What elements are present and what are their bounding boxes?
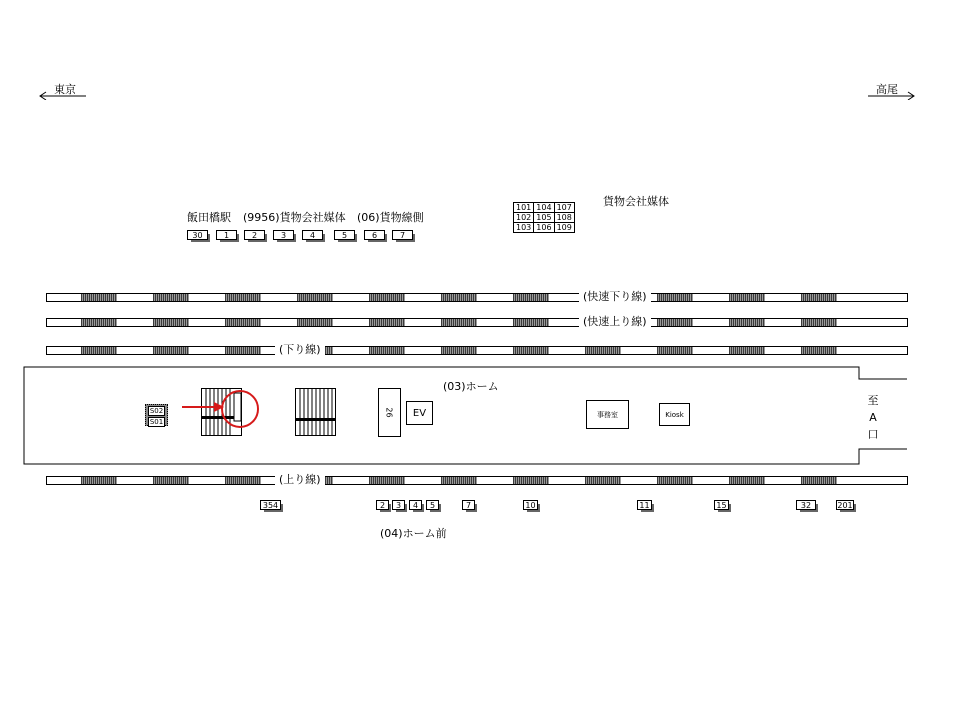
track-hatch-segment (513, 477, 549, 484)
station-office-label: 事務室 (597, 410, 618, 419)
freight-grid (513, 202, 575, 233)
bottom-media-box[interactable]: 2 (376, 500, 389, 510)
track-hatch-segment (225, 319, 261, 326)
track-hatch-segment (729, 477, 765, 484)
direction-left-label: 東京 (54, 83, 76, 96)
track-hatch-segment (153, 477, 189, 484)
track-hatch-segment (801, 477, 837, 484)
bottom-media-box[interactable]: 4 (409, 500, 422, 510)
track-hatch-segment (441, 477, 477, 484)
track-local-down (46, 346, 908, 355)
track-rapid-up-label: (快速上り線) (579, 316, 651, 327)
exit-sign (866, 392, 880, 443)
track-hatch-segment (81, 347, 117, 354)
track-hatch-segment (585, 477, 621, 484)
freight-cell[interactable]: 101 (514, 203, 534, 213)
platform-name: (03)ホーム (443, 380, 499, 393)
media-box-4[interactable]: 4 (302, 230, 323, 240)
elevator[interactable] (406, 401, 433, 425)
stair-sign-s01: S01 (149, 418, 164, 426)
bottom-media-box[interactable]: 10 (523, 500, 538, 510)
staircase-2 (295, 388, 337, 438)
track-hatch-segment (441, 294, 477, 301)
track-hatch-segment (153, 294, 189, 301)
exit-sign-char: A (869, 411, 877, 424)
station-label: 飯田橋駅 (187, 211, 231, 224)
track-hatch-segment (225, 347, 261, 354)
direction-right-label: 高尾 (876, 83, 898, 96)
media-box-6[interactable]: 6 (364, 230, 385, 240)
media-box-7[interactable]: 7 (392, 230, 413, 240)
track-hatch-segment (369, 477, 405, 484)
freight-grid-row (514, 213, 575, 223)
stair-sign-s02: S02 (149, 407, 164, 415)
freight-cell[interactable]: 105 (534, 213, 554, 223)
track-hatch-segment (513, 319, 549, 326)
track-hatch-segment (729, 294, 765, 301)
track-hatch-segment (153, 347, 189, 354)
track-hatch-segment (81, 477, 117, 484)
media-label: (9956)貨物会社媒体 (243, 211, 346, 224)
track-hatch-segment (297, 294, 333, 301)
track-hatch-segment (657, 319, 693, 326)
media-box-30[interactable]: 30 (187, 230, 208, 240)
station-office (586, 400, 629, 429)
track-hatch-segment (441, 347, 477, 354)
track-hatch-segment (153, 319, 189, 326)
track-rapid-down-label: (快速下り線) (579, 291, 651, 302)
media-box-2[interactable]: 2 (244, 230, 265, 240)
pillar (378, 388, 401, 437)
freight-cell[interactable]: 106 (534, 223, 554, 233)
bottom-media-label: (04)ホーム前 (380, 527, 447, 540)
highlight-marker (178, 389, 278, 439)
bottom-media-box[interactable]: 5 (426, 500, 439, 510)
bottom-media-box[interactable]: 11 (637, 500, 652, 510)
track-local-up-label: (上り線) (275, 474, 325, 485)
track-hatch-segment (729, 319, 765, 326)
track-rapid-down (46, 293, 908, 302)
track-hatch-segment (369, 347, 405, 354)
bottom-media-box[interactable]: 201 (837, 500, 853, 510)
direction-right (866, 84, 916, 100)
kiosk (659, 403, 690, 426)
track-hatch-segment (369, 319, 405, 326)
stair-sign[interactable] (145, 404, 168, 426)
track-hatch-segment (81, 294, 117, 301)
freight-grid-row (514, 203, 575, 213)
kiosk-label: Kiosk (665, 410, 684, 419)
track-local-down-label: (下り線) (275, 344, 325, 355)
bottom-media-box[interactable]: 354 (260, 500, 281, 510)
track-local-up (46, 476, 908, 485)
track-hatch-segment (585, 347, 621, 354)
exit-sign-char: 至 (867, 394, 879, 407)
direction-left (38, 84, 88, 100)
track-hatch-segment (801, 319, 837, 326)
media-box-5[interactable]: 5 (334, 230, 355, 240)
freight-cell[interactable]: 104 (534, 203, 554, 213)
freight-grid-row (514, 223, 575, 233)
freight-cell[interactable]: 108 (554, 213, 574, 223)
bottom-media-box[interactable]: 32 (796, 500, 816, 510)
freight-cell[interactable]: 102 (514, 213, 534, 223)
track-hatch-segment (369, 294, 405, 301)
freight-cell[interactable]: 107 (554, 203, 574, 213)
track-hatch-segment (801, 294, 837, 301)
elevator-label: EV (412, 407, 427, 419)
freight-cell[interactable]: 109 (554, 223, 574, 233)
pillar-label: 26 (385, 407, 394, 418)
freight-grid-label: 貨物会社媒体 (603, 195, 669, 208)
media-box-3[interactable]: 3 (273, 230, 294, 240)
track-hatch-segment (657, 477, 693, 484)
track-hatch-segment (81, 319, 117, 326)
side-label: (06)貨物線側 (357, 211, 424, 224)
track-rapid-up (46, 318, 908, 327)
track-hatch-segment (513, 294, 549, 301)
track-hatch-segment (801, 347, 837, 354)
track-hatch-segment (297, 319, 333, 326)
track-hatch-segment (441, 319, 477, 326)
freight-cell[interactable]: 103 (514, 223, 534, 233)
exit-sign-char: 口 (867, 428, 879, 441)
bottom-media-box[interactable]: 7 (462, 500, 475, 510)
track-hatch-segment (513, 347, 549, 354)
track-hatch-segment (729, 347, 765, 354)
track-hatch-segment (225, 294, 261, 301)
bottom-media-box[interactable]: 3 (392, 500, 405, 510)
track-hatch-segment (225, 477, 261, 484)
bottom-media-box[interactable]: 15 (714, 500, 729, 510)
track-hatch-segment (657, 347, 693, 354)
track-hatch-segment (657, 294, 693, 301)
media-box-1[interactable]: 1 (216, 230, 237, 240)
